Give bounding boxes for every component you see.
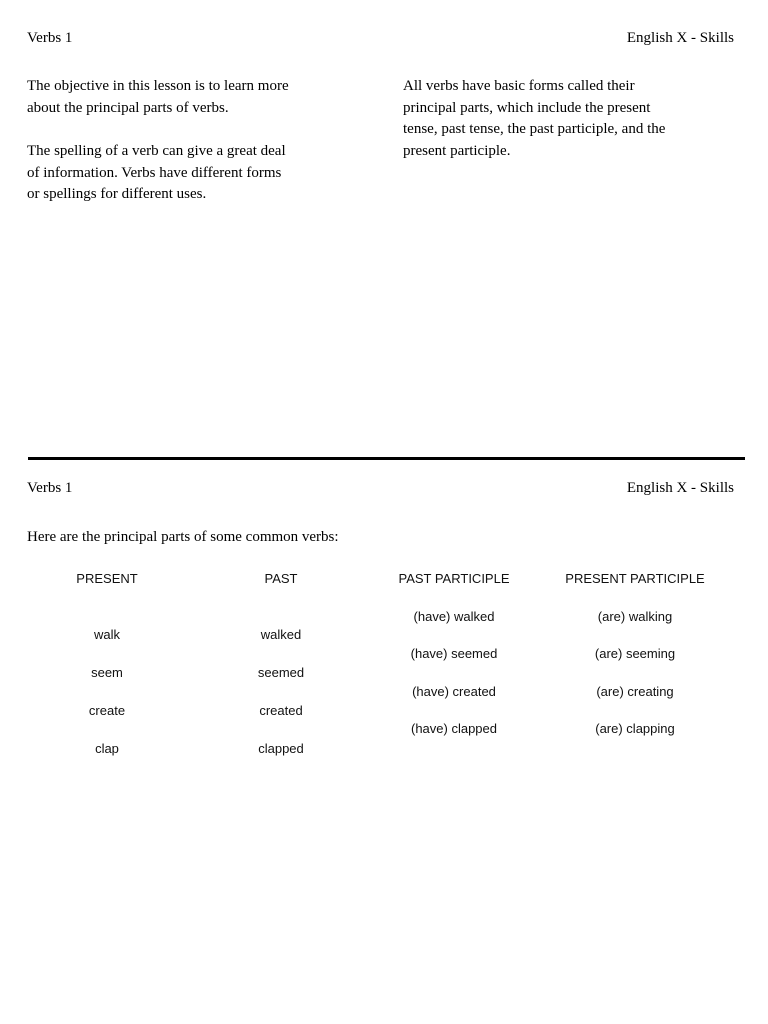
- page2-header-left: Verbs 1: [27, 480, 73, 496]
- text-line: of information. Verbs have different forms: [27, 164, 282, 181]
- table-header-past-participle: PAST PARTICIPLE: [398, 571, 510, 586]
- page1-left-paragraph-1: [27, 76, 289, 119]
- page1-header-right: English X - Skills: [626, 30, 734, 46]
- table-cell-present-participle: (are) seeming: [594, 646, 676, 661]
- table-cell-present: seem: [91, 665, 123, 680]
- text-line: All verbs have basic forms called their: [403, 78, 635, 94]
- page2-intro: Here are the principal parts of some common verbs:: [27, 529, 339, 545]
- table-cell-past: seemed: [257, 665, 305, 680]
- table-cell-present: walk: [93, 627, 120, 642]
- table-cell-past-participle: (have) clapped: [411, 721, 497, 736]
- table-header-present-participle: PRESENT PARTICIPLE: [565, 571, 705, 586]
- text-line: The spelling of a verb can give a great deal: [27, 143, 286, 159]
- table-cell-past: walked: [260, 627, 302, 642]
- table-cell-past-participle: (have) seemed: [410, 646, 498, 661]
- page1-header-left: Verbs 1: [27, 30, 73, 46]
- table-header-past: PAST: [264, 571, 298, 586]
- page1-left-paragraph-2: [27, 141, 286, 206]
- table-cell-past: clapped: [258, 741, 304, 756]
- table-cell-present: create: [88, 703, 126, 718]
- text-line: The objective in this lesson is to learn more: [27, 78, 289, 94]
- table-cell-past-participle: (have) walked: [413, 609, 495, 624]
- table-cell-present-participle: (are) clapping: [595, 721, 675, 736]
- table-cell-present: clap: [95, 741, 119, 756]
- page1-right-paragraph: [403, 76, 665, 162]
- text-line: about the principal parts of verbs.: [27, 99, 229, 116]
- text-line: or spellings for different uses.: [27, 186, 207, 202]
- text-line: present participle.: [403, 142, 511, 159]
- table-cell-present-participle: (are) creating: [596, 684, 674, 699]
- page2-header-right: English X - Skills: [626, 480, 734, 496]
- text-line: principal parts, which include the present: [403, 99, 651, 116]
- text-line: tense, past tense, the past participle, and the: [403, 121, 666, 137]
- table-cell-past: created: [259, 703, 303, 718]
- table-header-present: PRESENT: [76, 571, 138, 586]
- table-cell-present-participle: (are) walking: [597, 609, 673, 624]
- table-cell-past-participle: (have) created: [412, 684, 496, 699]
- page-divider: [28, 457, 745, 460]
